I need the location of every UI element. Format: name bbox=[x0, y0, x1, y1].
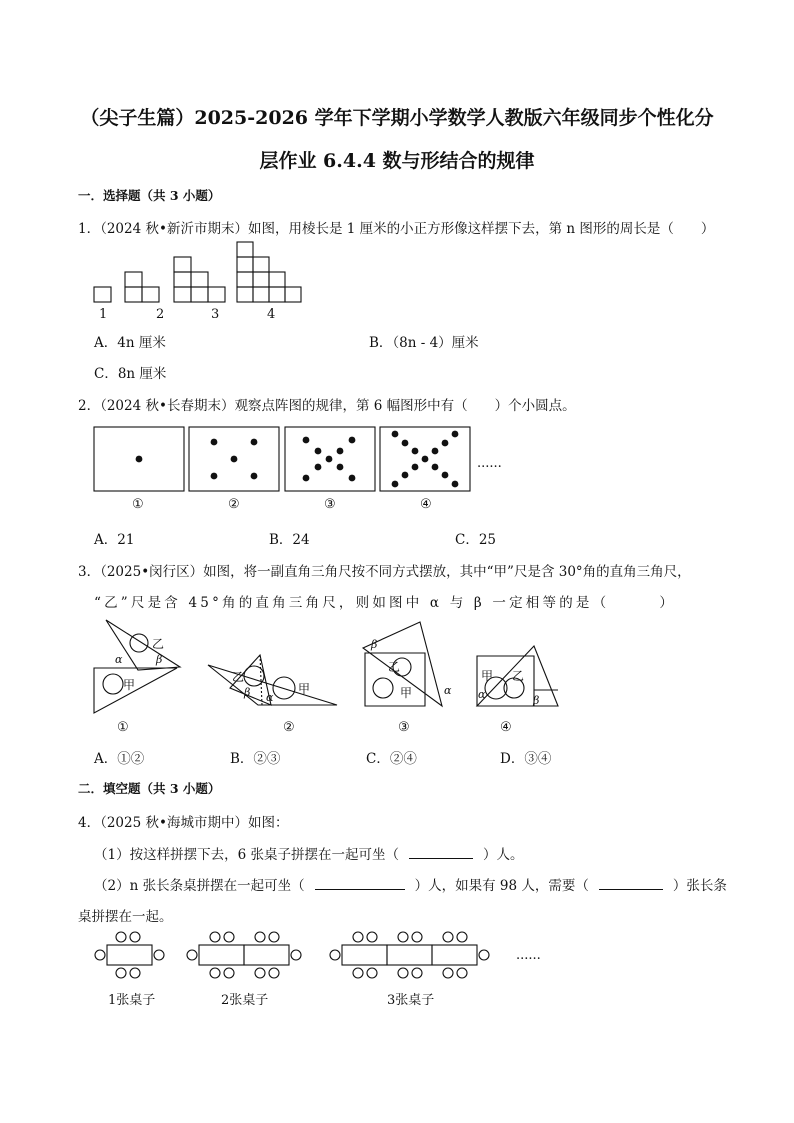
q3-fig3-alpha: α bbox=[444, 684, 452, 697]
q1-option-b[interactable]: B．（8n - 4）厘米 bbox=[369, 335, 479, 351]
q3-fig4-yi: 乙 bbox=[512, 669, 525, 683]
page-title-line2: 层作业 6.4.4 数与形结合的规律 bbox=[259, 150, 535, 172]
q3-fig3-yi: 乙 bbox=[388, 660, 401, 674]
q2-figure-label-4: ④ bbox=[420, 497, 432, 512]
q1-figure-label-4: 4 bbox=[267, 307, 276, 322]
q3-fig4-alpha: α bbox=[478, 688, 486, 701]
q3-fig2-alpha: α bbox=[266, 691, 274, 704]
q1-figure-label-1: 1 bbox=[99, 307, 108, 322]
q2-option-b[interactable]: B．24 bbox=[269, 532, 310, 548]
q1-figure-label-2: 2 bbox=[156, 307, 165, 322]
q4-part2-mid: ）人，如果有 98 人，需要（ bbox=[414, 878, 589, 894]
q3-fig4-jia: 甲 bbox=[481, 669, 494, 683]
q2-option-a[interactable]: A．21 bbox=[94, 532, 135, 548]
q3-fig1-beta: β bbox=[156, 653, 163, 666]
q4-figure-label-3: 3张桌子 bbox=[387, 993, 435, 1008]
q3-fig2-yi: 乙 bbox=[232, 670, 245, 684]
q4-figure-label-2: 2张桌子 bbox=[221, 993, 269, 1008]
q1-option-a[interactable]: A．4n 厘米 bbox=[94, 335, 166, 351]
q3-option-c[interactable]: C．②④ bbox=[366, 751, 417, 767]
q3-fig1-alpha: α bbox=[115, 653, 123, 666]
q4-ellipsis: ...... bbox=[516, 948, 541, 963]
q3-fig2-jia: 甲 bbox=[298, 682, 311, 696]
question-2-stem: 2．（2024 秋•长春期末）观察点阵图的规律，第 6 幅图形中有（ ）个小圆点。 bbox=[78, 398, 576, 414]
q2-ellipsis: ...... bbox=[477, 456, 502, 471]
q3-fig1-yi: 乙 bbox=[152, 637, 165, 651]
q4-part2-pre: （2）n 张长条桌拼摆在一起可坐（ bbox=[94, 878, 305, 894]
q2-option-c[interactable]: C．25 bbox=[455, 532, 497, 548]
page-title-line1: （尖子生篇）2025-2026 学年下学期小学数学人教版六年级同步个性化分 bbox=[80, 107, 714, 129]
q3-figure-label-2: ② bbox=[283, 720, 295, 735]
q4-figure-label-1: 1张桌子 bbox=[108, 993, 156, 1008]
q2-figure-label-2: ② bbox=[228, 497, 240, 512]
question-1-stem: 1．（2024 秋•新沂市期末）如图，用棱长是 1 厘米的小正方形像这样摆下去，第 n 图形的周长是（ ） bbox=[78, 221, 715, 237]
q3-fig2-beta: β bbox=[244, 686, 251, 699]
q2-figure-label-3: ③ bbox=[324, 497, 336, 512]
q3-fig3-beta: β bbox=[371, 638, 378, 651]
q4-part1-post: ）人。 bbox=[482, 847, 524, 863]
question-3-stem-line2: “乙”尺是含 45°角的直角三角尺，则如图中 α 与 β 一定相等的是（ ） bbox=[94, 595, 677, 611]
question-4-stem: 4．（2025 秋•海城市期中）如图： bbox=[78, 815, 289, 831]
q3-figure-label-4: ④ bbox=[500, 720, 512, 735]
q3-fig1-jia: 甲 bbox=[123, 678, 136, 692]
q4-part1-pre: （1）按这样拼摆下去，6 张桌子拼摆在一起可坐（ bbox=[94, 847, 399, 863]
question-3-stem-line1: 3．（2025•闵行区）如图，将一副直角三角尺按不同方式摆放，其中“甲”尺是含 30°角的直角三角尺， bbox=[78, 564, 691, 580]
q3-figure-label-3: ③ bbox=[398, 720, 410, 735]
q3-option-b[interactable]: B．②③ bbox=[230, 751, 281, 767]
q3-option-d[interactable]: D．③④ bbox=[500, 751, 552, 767]
q3-figure-label-1: ① bbox=[117, 720, 129, 735]
q2-figure-label-1: ① bbox=[132, 497, 144, 512]
section-heading-choice: 一．选择题（共 3 小题） bbox=[78, 188, 221, 203]
q4-part2-line2: 桌拼摆在一起。 bbox=[78, 909, 173, 925]
q1-figure-label-3: 3 bbox=[211, 307, 220, 322]
q1-option-c[interactable]: C．8n 厘米 bbox=[94, 366, 167, 382]
q4-part2-post: ）张长条 bbox=[672, 878, 727, 894]
q3-option-a[interactable]: A．①② bbox=[94, 751, 145, 767]
q3-fig3-jia: 甲 bbox=[400, 686, 413, 700]
section-heading-fill: 二．填空题（共 3 小题） bbox=[78, 781, 221, 796]
q3-fig4-beta: β bbox=[533, 694, 540, 707]
